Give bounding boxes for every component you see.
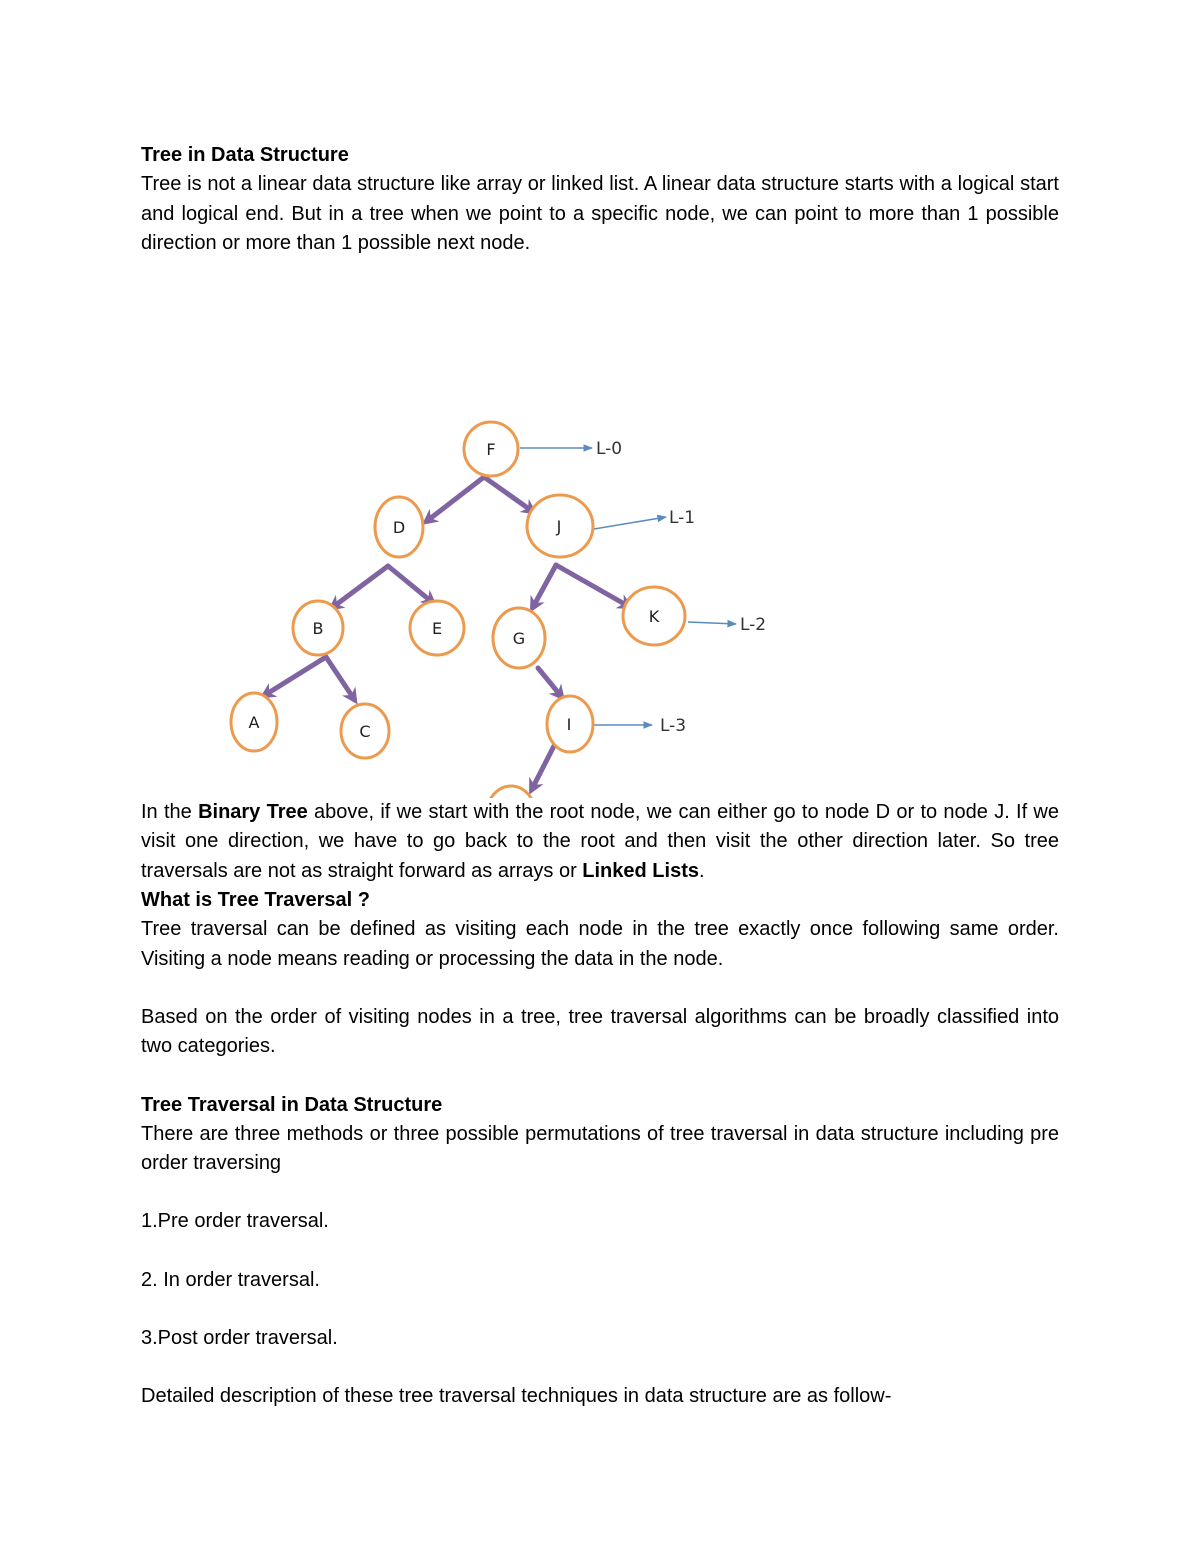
p1-mid: above, if we start with the root node, we can either go to node D or to node J. If we visit one direction, we have to go back to the root and then visit the other direction later. So tree traversals are not as straight forward as arrays or <box>141 801 1059 882</box>
tree-diagram-svg <box>0 274 1200 798</box>
binary-tree-paragraph <box>141 798 1059 886</box>
intro-paragraph: Tree is not a linear data structure like array or linked list. A linear data structure starts with a logical start and logical end. But in a tree when we point to a specific node, we can point to more than 1 possible direction or more than 1 possible next node. <box>141 173 1059 254</box>
edge-f-d <box>427 477 484 521</box>
section-heading-traversal-methods: Tree Traversal in Data Structure <box>141 1093 443 1116</box>
level-label-3: L-3 <box>660 716 687 737</box>
node-j-label: J <box>556 517 562 537</box>
categories-paragraph: Based on the order of visiting nodes in a tree, tree traversal algorithms can be broadly classified into two categories. <box>141 1005 1059 1058</box>
document-page <box>141 141 1059 1412</box>
edge-j-k <box>556 565 628 606</box>
edge-b-a <box>265 657 326 695</box>
methods-paragraph: There are three methods or three possible permutations of tree traversal in data structure including pre order traversing <box>141 1122 1059 1175</box>
binary-tree-term: Binary Tree <box>198 801 308 824</box>
edge-d-b <box>333 566 388 607</box>
edge-d-e <box>388 566 432 602</box>
section-heading-what-is-traversal: What is Tree Traversal ? <box>141 889 370 912</box>
level-arrow-2 <box>688 622 736 624</box>
node-e-label: E <box>431 619 443 639</box>
list-item-postorder: 3.Post order traversal. <box>141 1327 338 1350</box>
edge-i-h <box>532 744 555 789</box>
list-item-preorder: 1.Pre order traversal. <box>141 1210 329 1233</box>
linked-lists-term: Linked Lists <box>582 859 699 882</box>
level-arrow-1 <box>594 517 666 529</box>
node-i-label: I <box>566 715 572 735</box>
level-label-2: L-2 <box>740 615 767 636</box>
traversal-definition-paragraph: Tree traversal can be defined as visiting each node in the tree exactly once following same order. Visiting a node means reading or processing the data in the node. <box>141 918 1059 970</box>
edge-j-g <box>533 565 556 607</box>
node-d-label: D <box>392 518 406 538</box>
level-label-0: L-0 <box>596 439 623 460</box>
level-label-1: L-1 <box>669 508 696 529</box>
section-heading-tree: Tree in Data Structure <box>141 144 349 166</box>
node-h-circle <box>486 786 536 798</box>
p1-start: In the <box>141 801 199 824</box>
edge-f-j <box>484 477 532 511</box>
node-g-label: G <box>512 629 526 649</box>
tree-nodes <box>231 422 685 798</box>
closing-paragraph: Detailed description of these tree traversal techniques in data structure are as follow- <box>141 1385 892 1408</box>
node-k-label: K <box>648 607 660 627</box>
list-item-inorder: 2. In order traversal. <box>141 1268 320 1291</box>
edge-g-i <box>538 668 561 696</box>
node-f-label: F <box>486 440 496 460</box>
tree-diagram <box>0 274 1200 798</box>
p1-end: . <box>698 859 705 882</box>
edge-b-c <box>326 657 354 699</box>
node-c-label: C <box>359 722 371 742</box>
node-a-label: A <box>248 713 260 733</box>
node-b-label: B <box>312 619 324 639</box>
